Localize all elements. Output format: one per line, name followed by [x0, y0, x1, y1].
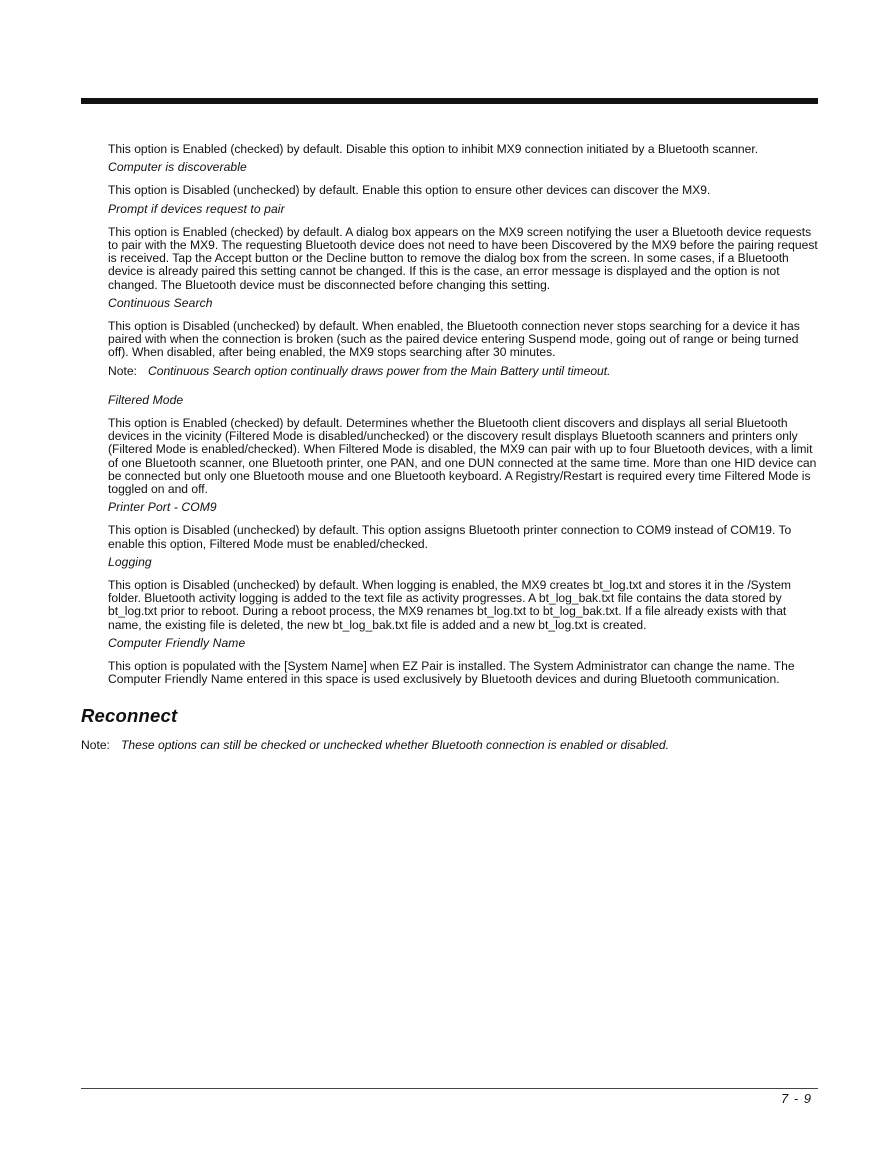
- footer-rule: [81, 1088, 818, 1089]
- page-number: 7 - 9: [780, 1091, 812, 1106]
- note-label: Note:: [81, 738, 110, 752]
- option-heading-computer-friendly-name: Computer Friendly Name: [108, 635, 246, 650]
- paragraph-printer-port: This option is Disabled (unchecked) by default. This option assigns Bluetooth printer connection to COM9 instead of COM19. To enable this option, Filtered Mode must be enabled/checked.: [108, 523, 792, 551]
- option-heading-logging: Logging: [108, 554, 152, 569]
- paragraph-continuous-search: This option is Disabled (unchecked) by default. When enabled, the Bluetooth connection never stops searching for a device it has paired with when the connection is broken (such as the paired device entering Suspend mode, going out of range or being turned off). When disabled, after being enabled, the MX9 stops searching after 30 minutes.: [108, 319, 800, 360]
- paragraph-prompt-pair: This option is Enabled (checked) by default. A dialog box appears on the MX9 screen notifying the user a Bluetooth device requests to pair with the MX9. The requesting Bluetooth device does not need to have been Discovered by the MX9 before the pairing request is received. Tap the Accept button or the Decline button to remove the dialog box from the screen. In some cases, if a Bluetooth device is already paired this setting cannot be changed. If this is the case, an error message is displayed and the option is not changed. The Bluetooth device must be disconnected before changing this setting.: [108, 224, 818, 292]
- option-heading-printer-port: Printer Port - COM9: [108, 500, 217, 515]
- paragraph-filtered-mode: This option is Enabled (checked) by default. Determines whether the Bluetooth client discovers and displays all serial Bluetooth devices in the vicinity (Filtered Mode is disabled/unchecked) or the discovery result displays Bluetooth scanners and printers only (Filtered Mode is enabled/checked). When Filtered Mode is disabled, the MX9 can pair with up to four Bluetooth devices, with a limit of one Bluetooth scanner, one Bluetooth printer, one PAN, and one DUN connected at the same time. More than one HID device can be connected but only one Bluetooth mouse and one Bluetooth keyboard. A Registry/Restart is required every time Filtered Mode is toggled on and off.: [108, 416, 817, 497]
- option-heading-filtered-mode: Filtered Mode: [108, 392, 184, 407]
- document-body: [108, 143, 818, 692]
- option-heading-prompt-pair: Prompt if devices request to pair: [108, 201, 285, 216]
- option-heading-computer-discoverable: Computer is discoverable: [108, 160, 247, 175]
- paragraph-bluetooth-scanner-connection: This option is Enabled (checked) by default. Disable this option to inhibit MX9 connection initiated by a Bluetooth scanner.: [108, 142, 759, 156]
- note-label: Note:: [108, 363, 137, 378]
- note-continuous-search: [108, 365, 818, 378]
- header-rule: [81, 98, 818, 104]
- note-reconnect: [81, 739, 818, 752]
- option-heading-continuous-search: Continuous Search: [108, 295, 213, 310]
- section-title-reconnect: Reconnect: [81, 705, 178, 726]
- note-text: These options can still be checked or unchecked whether Bluetooth connection is enabled or disabled.: [121, 738, 669, 752]
- paragraph-logging: This option is Disabled (unchecked) by default. When logging is enabled, the MX9 creates bt_log.txt and stores it in the /System folder. Bluetooth activity logging is added to the text file as activity progresses. A bt_log_bak.txt file contains the data stored by bt_log.txt prior to reboot. During a reboot process, the MX9 renames bt_log.txt to bt_log_bak.txt. If a file already exists with that name, the existing file is deleted, the new bt_log_bak.txt file is added and a new bt_log.txt is created.: [108, 578, 791, 632]
- note-text: Continuous Search option continually draws power from the Main Battery until timeout.: [148, 363, 611, 378]
- paragraph-computer-discoverable: This option is Disabled (unchecked) by default. Enable this option to ensure other devices can discover the MX9.: [108, 183, 711, 198]
- paragraph-computer-friendly-name: This option is populated with the [System Name] when EZ Pair is installed. The System Administrator can change the name. The Computer Friendly Name entered in this space is used exclusively by Bluetooth devices and during Bluetooth communication.: [108, 659, 795, 687]
